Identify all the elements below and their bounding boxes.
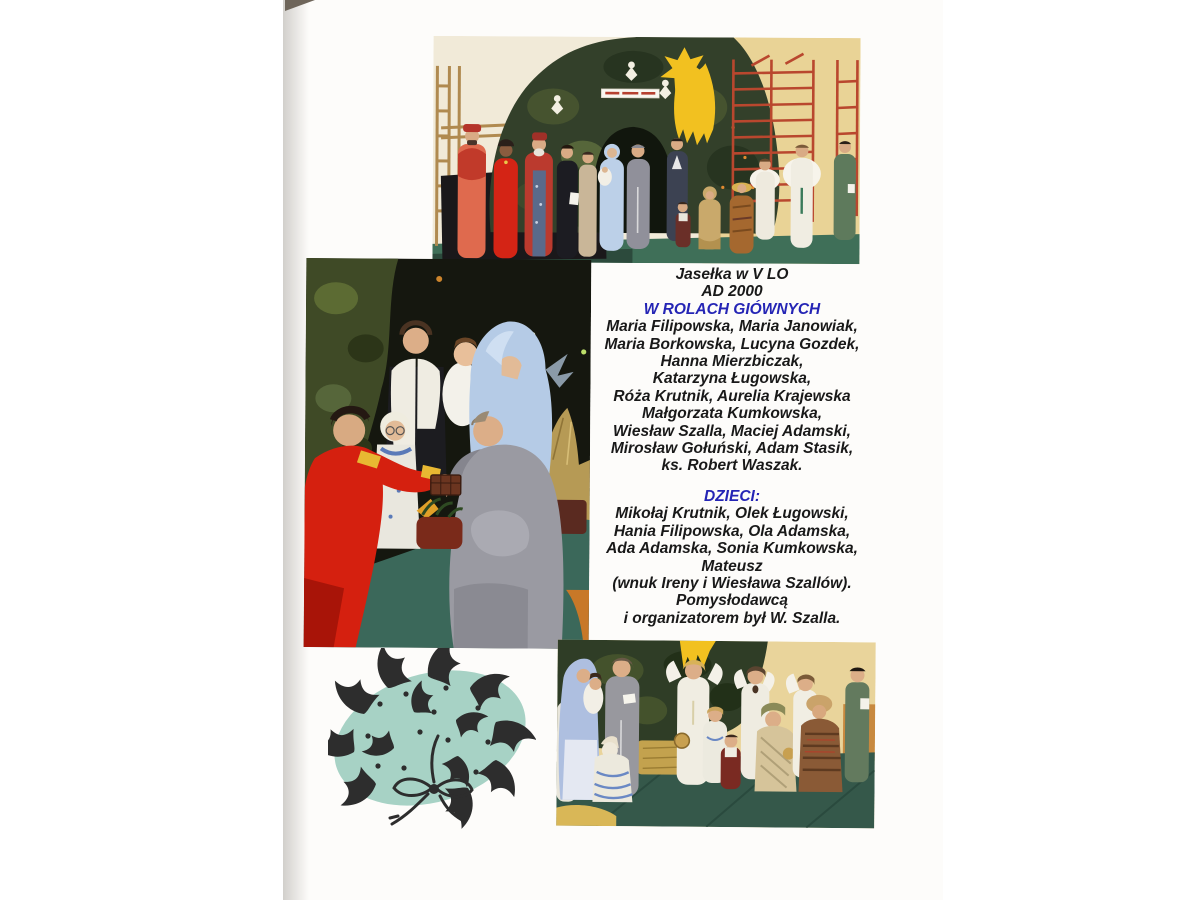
photo-nativity-wide-stage xyxy=(432,36,860,264)
cast-line: Mirosław Gołuński, Adam Stasik, xyxy=(610,440,854,458)
photo-gift-offering-scene xyxy=(304,258,592,649)
figure-woman-beige xyxy=(578,152,597,257)
children-line: Hania Filipowska, Ola Adamska, xyxy=(613,522,851,540)
children-line: Pomysłodawcą xyxy=(676,592,788,610)
photo-children-angels-scene xyxy=(556,640,876,829)
holly-wreath-ornament xyxy=(328,648,536,833)
cast-line: Maria Filipowska, Maria Janowiak, xyxy=(606,318,858,336)
caption-title-line2: AD 2000 xyxy=(701,283,763,301)
children-line: Mikołaj Krutnik, Olek Ługowski, xyxy=(615,505,849,523)
cast-line: Hanna Mierzbiczak, xyxy=(660,353,804,371)
cast-line: Róża Krutnik, Aurelia Krajewska xyxy=(613,387,851,405)
page-corner-fold xyxy=(285,0,315,11)
caption-block xyxy=(572,266,892,627)
stage-sign xyxy=(601,89,659,98)
caption-title-line1: Jasełka w V LO xyxy=(675,266,789,283)
children-line: Ada Adamska, Sonia Kumkowska, xyxy=(606,540,858,558)
string-light xyxy=(436,276,442,282)
cast-line: ks. Robert Waszak. xyxy=(661,457,803,475)
children-line: (wnuk Ireny i Wiesława Szallów). xyxy=(612,574,852,592)
cast-line: Wiesław Szalla, Maciej Adamski, xyxy=(613,422,851,440)
cast-line: Małgorzata Kumkowska, xyxy=(641,405,823,423)
cast-line: Katarzyna Ługowska, xyxy=(652,370,812,388)
caption-children-heading: DZIECI: xyxy=(704,487,760,505)
figure-woman-green xyxy=(834,141,857,240)
cast-line: Maria Borkowska, Lucyna Gozdek, xyxy=(604,335,860,353)
children-line: Mateusz xyxy=(701,557,763,575)
figure-woman-green-suit xyxy=(845,667,870,782)
children-line: i organizatorem był W. Szalla. xyxy=(623,609,841,627)
bow-knot xyxy=(429,784,439,794)
caption-cast-heading: W ROLACH GIÓWNYCH xyxy=(643,300,821,318)
gift-box xyxy=(431,475,461,495)
